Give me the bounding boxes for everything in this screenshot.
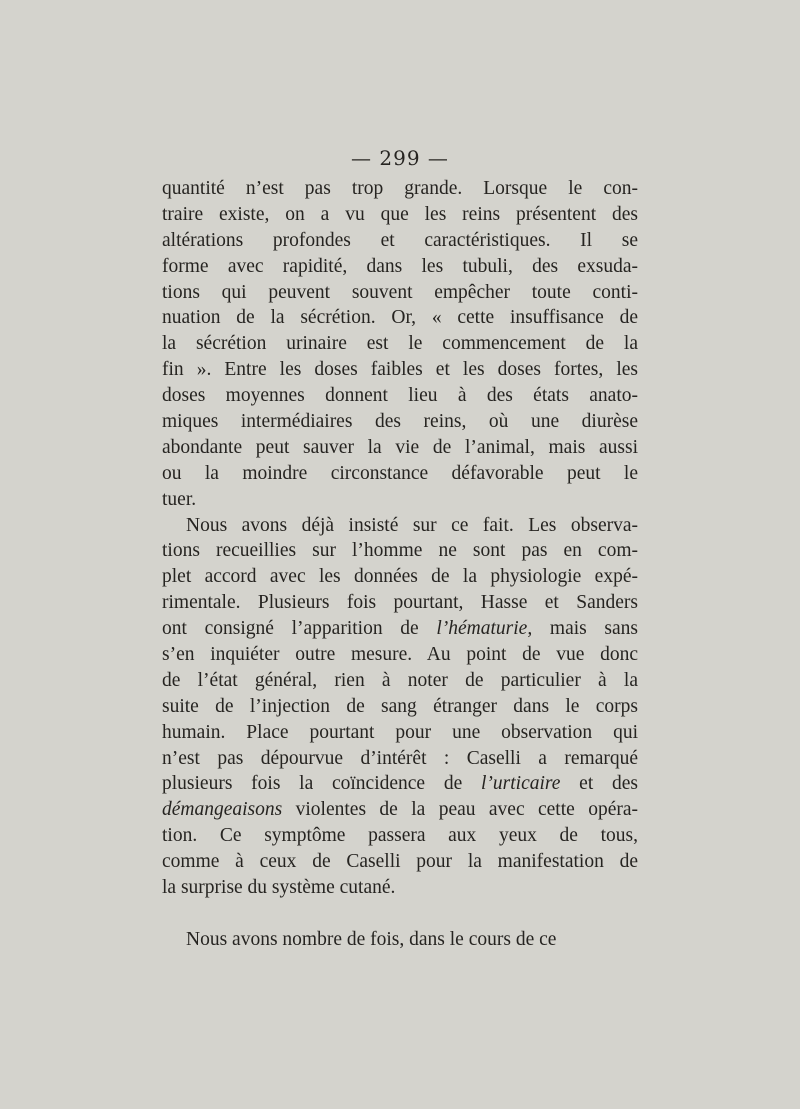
text-line: miques intermédiaires des reins, où une diurèse bbox=[162, 411, 638, 433]
text-line: la surprise du système cutané. bbox=[162, 877, 396, 899]
text-line: plet accord avec les données de la physiologie expé- bbox=[162, 566, 638, 588]
text-line: Nous avons nombre de fois, dans le cours de ce bbox=[186, 928, 557, 950]
italic-term: démangeaisons bbox=[162, 799, 283, 821]
text-line: rimentale. Plusieurs fois pourtant, Hasse et Sanders bbox=[162, 592, 638, 614]
text-line: doses moyennes donnent lieu à des états anato- bbox=[162, 385, 638, 407]
text-line: tions qui peuvent souvent empêcher toute conti- bbox=[162, 281, 638, 303]
text-line: nuation de la sécrétion. Or, « cette insuffisance de bbox=[162, 307, 638, 329]
text-line: la sécrétion urinaire est le commencement de la bbox=[162, 333, 638, 355]
italic-term: l’urticaire bbox=[481, 773, 561, 795]
text-line: fin ». Entre les doses faibles et les doses fortes, les bbox=[162, 359, 638, 381]
text-line: ou la moindre circonstance défavorable peut le bbox=[162, 462, 638, 484]
italic-term: l’hématurie, bbox=[436, 618, 533, 640]
text-line: démangeaisons violentes de la peau avec cette opéra- bbox=[162, 799, 638, 821]
text-line: comme à ceux de Caselli pour la manifestation de bbox=[162, 851, 638, 873]
text-line: tion. Ce symptôme passera aux yeux de tous, bbox=[162, 825, 638, 847]
paragraph-gap bbox=[162, 901, 638, 927]
paragraph bbox=[162, 176, 638, 513]
text-line: s’en inquiéter outre mesure. Au point de vue donc bbox=[162, 644, 638, 666]
text-line: suite de l’injection de sang étranger dans le corps bbox=[162, 695, 638, 717]
text-line: tuer. bbox=[162, 488, 197, 510]
text-line: humain. Place pourtant pour une observation qui bbox=[162, 721, 638, 743]
text-line: Nous avons déjà insisté sur ce fait. Les observa- bbox=[186, 514, 638, 536]
text-line: altérations profondes et caractéristiques. Il se bbox=[162, 229, 638, 251]
text-line: n’est pas dépourvue d’intérêt : Caselli a remarqué bbox=[162, 747, 638, 769]
body-text bbox=[162, 176, 638, 953]
text-line: forme avec rapidité, dans les tubuli, des exsuda- bbox=[162, 255, 638, 277]
page-number: — 299 — bbox=[351, 146, 449, 170]
paragraph bbox=[162, 927, 638, 953]
text-line: de l’état général, rien à noter de particulier à la bbox=[162, 669, 638, 691]
text-line: abondante peut sauver la vie de l’animal, mais aussi bbox=[162, 436, 638, 458]
text-line: traire existe, on a vu que les reins présentent des bbox=[162, 203, 638, 225]
text-line: plusieurs fois la coïncidence de l’urticaire et des bbox=[162, 773, 638, 795]
paragraph bbox=[162, 513, 638, 901]
text-line: tions recueillies sur l’homme ne sont pas en com- bbox=[162, 540, 638, 562]
text-line: ont consigné l’apparition de l’hématurie, mais sans bbox=[162, 618, 638, 640]
text-line: quantité n’est pas trop grande. Lorsque le con- bbox=[162, 178, 638, 199]
